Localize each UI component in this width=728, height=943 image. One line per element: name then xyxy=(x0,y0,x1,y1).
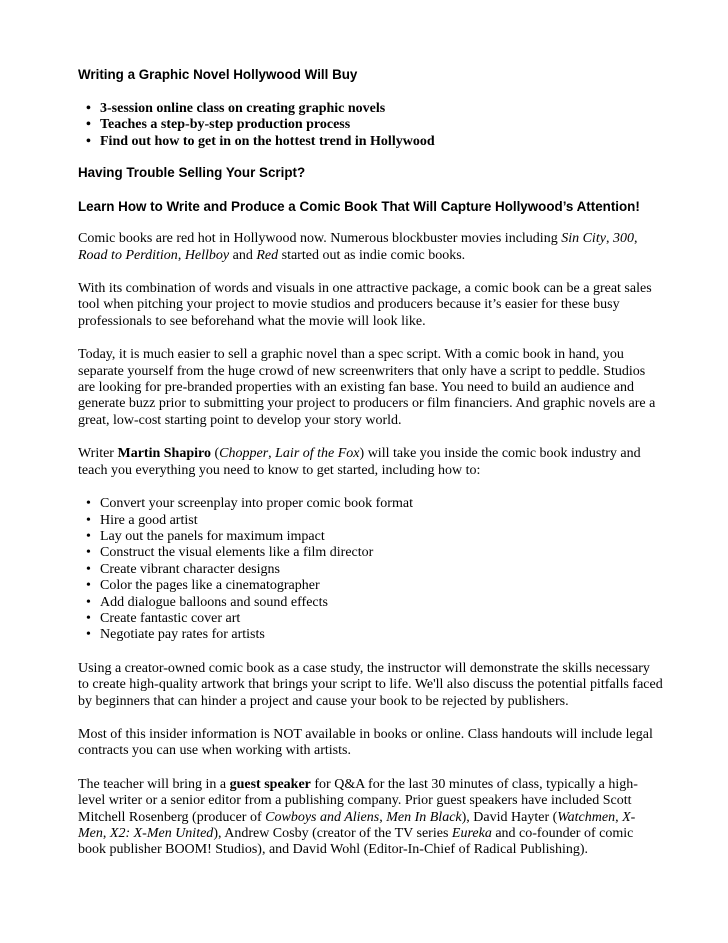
text-run: The teacher will bring in a xyxy=(78,776,230,792)
work-title: X2: X-Men United xyxy=(109,826,214,841)
list-item: • Lay out the panels for maximum impact xyxy=(78,529,663,545)
text-run: and co-founder of comic book publisher BOOM! Studios), and David Wohl (Editor-In-Chief of Radical Publishing). xyxy=(78,826,634,858)
text-run: ( xyxy=(210,446,220,462)
list-item: • Teaches a step-by-step production process xyxy=(78,117,663,133)
heading-learn: Learn How to Write and Produce a Comic Book That Will Capture Hollywood’s Attention! xyxy=(78,199,640,215)
skills-list xyxy=(78,496,663,644)
text-run: , xyxy=(379,809,387,825)
work-title: X-Men xyxy=(78,809,636,841)
list-item: • Create vibrant character designs xyxy=(78,562,663,578)
text-run: ), Andrew Cosby (creator of the TV series xyxy=(213,826,452,841)
text-run: , xyxy=(268,446,276,462)
work-title: Eureka xyxy=(451,826,492,841)
text-run: and xyxy=(229,247,257,263)
paragraph-sales-tool: With its combination of words and visuals in one attractive package, a comic book can be a great sales tool when pitching your project to movie studios and producers because it’s easier for these busy professionals to see beforehand what the movie will look like. xyxy=(78,281,652,329)
list-item: • Find out how to get in on the hottest trend in Hollywood xyxy=(78,134,663,150)
text-run: Writer xyxy=(78,446,118,462)
paragraph-insider-info: Most of this insider information is NOT available in books or online. Class handouts will include legal contracts you can use when working with artists. xyxy=(78,726,653,759)
list-item: • Convert your screenplay into proper comic book format xyxy=(78,496,663,512)
paragraph-case-study: Using a creator-owned comic book as a case study, the instructor will demonstrate the skills necessary to create high-quality artwork that brings your script to life. We'll also discuss the potential pitfalls faced by beginners that can hinder a project and cause your book to be rejected by publishers. xyxy=(78,660,663,709)
summary-list xyxy=(78,101,663,150)
list-item: • Negotiate pay rates for artists xyxy=(78,627,663,643)
film-title: Hellboy xyxy=(184,247,230,263)
text-run: , xyxy=(615,809,623,825)
paragraph-guest-speaker xyxy=(78,777,663,859)
heading-trouble: Having Trouble Selling Your Script? xyxy=(78,165,306,181)
text-run: ) will take you inside the comic book industry and teach you everything you need to know to get started, including how to: xyxy=(78,446,641,478)
film-title: Sin City xyxy=(561,231,606,247)
work-title: Men In Black xyxy=(386,809,462,825)
guest-speaker-label: guest speaker xyxy=(229,776,311,792)
paragraph-intro xyxy=(78,231,663,264)
list-item: • 3-session online class on creating graphic novels xyxy=(78,101,663,117)
text-run: , xyxy=(102,826,110,841)
text-run: for Q&A for the last 30 minutes of class, typically a high-level writer or a senior editor from a publishing company. Prior guest speakers have included Scott Mitchell Rosenberg (producer of xyxy=(78,776,638,825)
film-title: 300 xyxy=(612,231,634,247)
work-title: Lair of the Fox xyxy=(275,446,360,462)
text-run: ), David Hayter ( xyxy=(461,809,558,825)
text-run: , xyxy=(633,231,638,247)
work-title: Watchmen xyxy=(557,809,616,825)
document-page xyxy=(78,66,663,859)
work-title: Cowboys and Aliens xyxy=(265,809,380,825)
list-item: • Create fantastic cover art xyxy=(78,611,663,627)
text-run: , xyxy=(605,231,613,247)
instructor-name: Martin Shapiro xyxy=(117,446,211,462)
film-title: Road to Perdition xyxy=(78,247,178,263)
text-run: Comic books are red hot in Hollywood now. Numerous blockbuster movies including xyxy=(78,231,562,247)
list-item: • Color the pages like a cinematographer xyxy=(78,578,663,594)
work-title: Chopper xyxy=(219,446,269,462)
paragraph-instructor xyxy=(78,446,663,479)
page-title: Writing a Graphic Novel Hollywood Will Buy xyxy=(78,67,358,82)
film-title: Red xyxy=(256,247,279,263)
text-run: , xyxy=(177,247,185,263)
list-item: • Construct the visual elements like a film director xyxy=(78,545,663,561)
list-item: • Hire a good artist xyxy=(78,513,663,529)
paragraph-spec-script: Today, it is much easier to sell a graphic novel than a spec script. With a comic book in hand, you separate yourself from the huge crowd of new screenwriters that only have a script to peddle. Studios are looking for pre-branded properties with an existing fan base. You need to build an audience and generate buzz prior to submitting your project to producers or film financiers. And graphic novels are a great, low-cost starting point to develop your story world. xyxy=(78,347,656,428)
list-item: • Add dialogue balloons and sound effects xyxy=(78,595,663,611)
text-run: started out as indie comic books. xyxy=(278,247,466,263)
